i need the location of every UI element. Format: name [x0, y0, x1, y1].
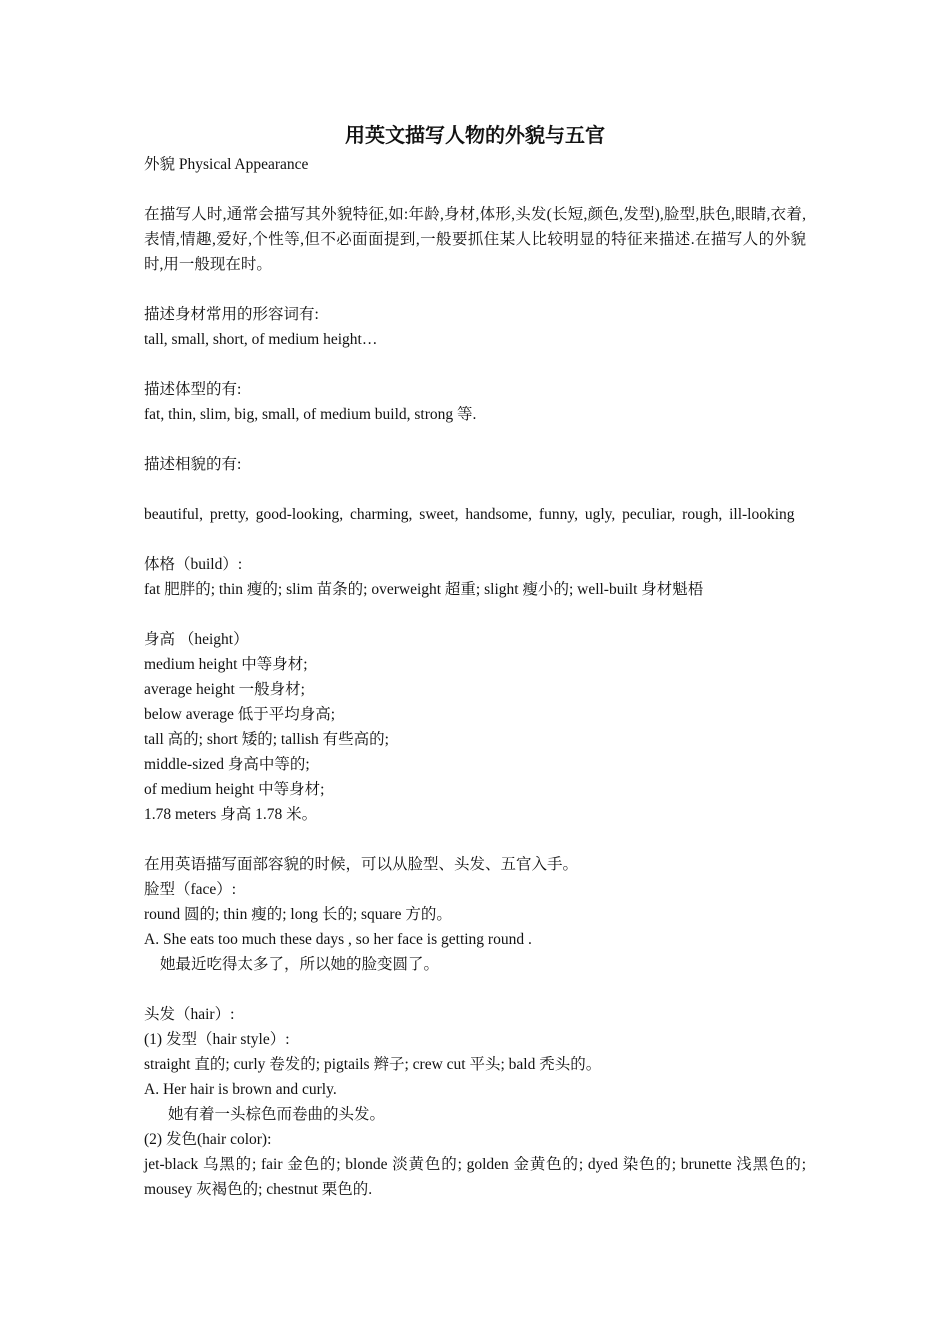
- blank-line: [144, 527, 806, 552]
- hair-color-words: jet-black 乌黑的; fair 金色的; blonde 淡黄色的; golden 金黄色的; dyed 染色的; brunette 浅黑色的; mousey 灰褐色的; chestnut 栗色的.: [144, 1156, 810, 1198]
- blank-line: [144, 427, 806, 452]
- height-line: medium height 中等身材;: [144, 656, 308, 673]
- face-heading: 脸型（face）:: [144, 881, 237, 898]
- height-line: average height 一般身材;: [144, 681, 305, 698]
- stature-heading: 描述身材常用的形容词有:: [144, 306, 319, 323]
- blank-line: [144, 177, 806, 202]
- face-example-en: A. She eats too much these days , so her face is getting round .: [144, 931, 532, 948]
- hair-style-heading: (1) 发型（hair style）:: [144, 1031, 290, 1048]
- face-words: round 圆的; thin 瘦的; long 长的; square 方的。: [144, 906, 452, 923]
- height-heading: 身高 （height）: [144, 631, 249, 648]
- page-title: 用英文描写人物的外貌与五官: [345, 125, 605, 147]
- stature-words: tall, small, short, of medium height…: [144, 331, 378, 348]
- hair-example-en: A. Her hair is brown and curly.: [144, 1081, 337, 1098]
- build-words: fat 肥胖的; thin 瘦的; slim 苗条的; overweight 超重; slight 瘦小的; well-built 身材魁梧: [144, 581, 704, 598]
- height-line: 1.78 meters 身高 1.78 米。: [144, 806, 318, 823]
- body-type-words: fat, thin, slim, big, small, of medium build, strong 等.: [144, 406, 477, 423]
- blank-line: [144, 977, 806, 1002]
- height-line: middle-sized 身高中等的;: [144, 756, 310, 773]
- height-line: below average 低于平均身高;: [144, 706, 336, 723]
- hair-color-heading: (2) 发色(hair color):: [144, 1131, 272, 1148]
- blank-line: [144, 277, 806, 302]
- hair-style-words: straight 直的; curly 卷发的; pigtails 辫子; crew cut 平头; bald 秃头的。: [144, 1056, 602, 1073]
- height-line: tall 高的; short 矮的; tallish 有些高的;: [144, 731, 389, 748]
- section-subtitle: 外貌 Physical Appearance: [144, 156, 309, 173]
- height-line: of medium height 中等身材;: [144, 781, 325, 798]
- hair-heading: 头发（hair）:: [144, 1006, 235, 1023]
- blank-line: [144, 827, 806, 852]
- document-page: [144, 120, 810, 1202]
- hair-example-zh: 她有着一头棕色而卷曲的头发。: [168, 1106, 386, 1123]
- looks-heading: 描述相貌的有:: [144, 456, 242, 473]
- blank-line: [144, 477, 806, 502]
- face-example-zh: 她最近吃得太多了，所以她的脸变圆了。: [160, 956, 440, 973]
- body-type-heading: 描述体型的有:: [144, 381, 242, 398]
- face-intro: 在用英语描写面部容貌的时候，可以从脸型、头发、五官入手。: [144, 856, 579, 873]
- build-heading: 体格（build）:: [144, 556, 243, 573]
- blank-line: [144, 602, 806, 627]
- blank-line: [144, 352, 806, 377]
- looks-words: beautiful, pretty, good-looking, charming, sweet, handsome, funny, ugly, peculiar, rough, ill-looking: [144, 506, 795, 523]
- intro-paragraph: 在描写人时,通常会描写其外貌特征,如:年龄,身材,体形,头发(长短,颜色,发型),脸型,肤色,眼睛,衣着,表情,情趣,爱好,个性等,但不必面面提到,一般要抓住某人比较明显的特征来描述.在描写人的外貌时,用一般现在时。: [144, 206, 806, 273]
